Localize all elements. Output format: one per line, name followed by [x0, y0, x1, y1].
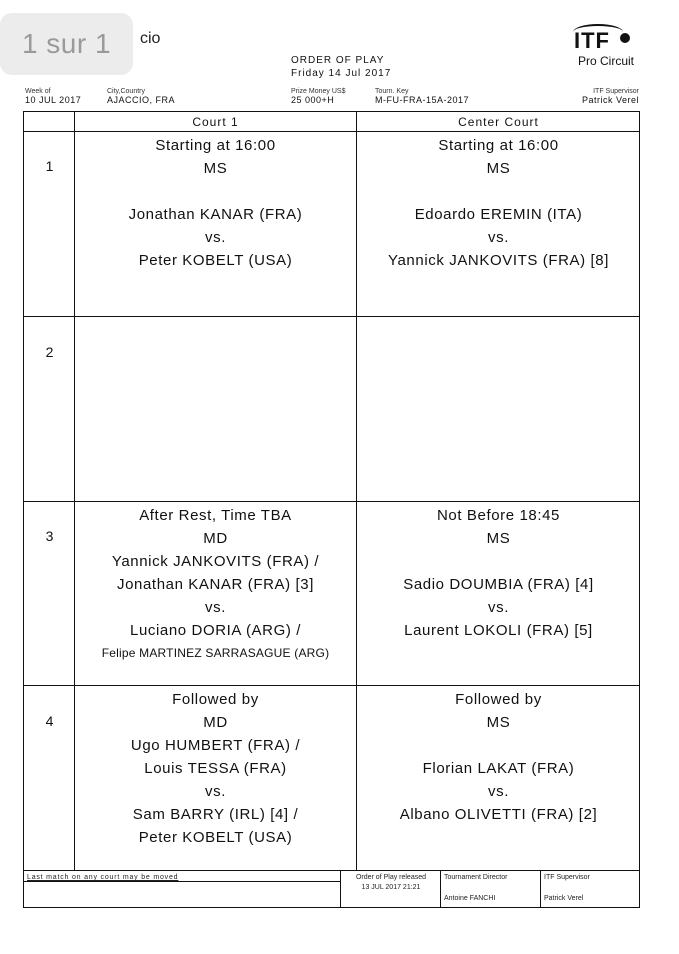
player: Edoardo EREMIN (ITA): [414, 206, 583, 223]
match-time: Followed by: [455, 691, 542, 708]
meta-label: Tourn. Key: [375, 88, 409, 95]
spacer: [358, 550, 639, 573]
meta-value: AJACCIO, FRA: [107, 95, 176, 105]
player: Luciano DORIA (ARG) /: [130, 622, 301, 639]
spacer: [358, 734, 639, 757]
match-cell: [358, 504, 639, 642]
player: Laurent LOKOLI (FRA) [5]: [404, 622, 593, 639]
player: Yannick JANKOVITS (FRA) [8]: [388, 252, 609, 269]
player: Albano OLIVETTI (FRA) [2]: [399, 806, 598, 823]
logo-text: ITF: [574, 28, 610, 53]
versus: vs.: [488, 229, 509, 246]
versus: vs.: [205, 229, 226, 246]
player: Peter KOBELT (USA): [138, 829, 293, 846]
match-time: Not Before 18:45: [436, 507, 560, 524]
versus: vs.: [205, 599, 226, 616]
schedule-grid: [23, 111, 640, 908]
player: Yannick JANKOVITS (FRA) /: [111, 553, 320, 570]
divider: [24, 131, 639, 132]
match-cell: [358, 688, 639, 826]
divider: [24, 685, 639, 686]
match-event: MS: [486, 160, 511, 177]
player: Peter KOBELT (USA): [138, 252, 293, 269]
match-event: MS: [203, 160, 228, 177]
player: Jonathan KANAR (FRA) [3]: [117, 576, 314, 593]
row-number: 3: [45, 528, 54, 544]
match-time: Followed by: [172, 691, 259, 708]
divider: [340, 871, 341, 907]
player: Sam BARRY (IRL) [4] /: [132, 806, 299, 823]
player: Jonathan KANAR (FRA): [128, 206, 303, 223]
match-cell: [75, 688, 356, 849]
meta-week: [25, 88, 81, 105]
released-label: Order of Play released: [355, 874, 427, 881]
divider: [540, 871, 541, 907]
match-event: MD: [203, 530, 228, 547]
footer-note: Last match on any court may be moved: [27, 874, 179, 881]
spacer: [358, 180, 639, 203]
divider: [24, 501, 639, 502]
divider: [356, 112, 357, 871]
match-time: Starting at 16:00: [155, 137, 276, 154]
spacer: [75, 180, 356, 203]
meta-prize-money: [291, 88, 345, 105]
row-number: 1: [45, 158, 54, 174]
meta-tourn-key: [375, 88, 469, 105]
meta-label: Week of: [25, 88, 51, 95]
match-cell: [75, 134, 356, 272]
meta-value: 25 000+H: [291, 95, 335, 105]
meta-value: 10 JUL 2017: [25, 95, 82, 105]
supervisor-label: ITF Supervisor: [544, 874, 590, 881]
meta-value: M-FU-FRA-15A-2017: [375, 95, 470, 105]
divider: [24, 316, 639, 317]
player: Felipe MARTINEZ SARRASAGUE (ARG): [101, 646, 330, 660]
document-title-fragment: cio: [140, 30, 161, 47]
logo-subtitle: Pro Circuit: [578, 54, 635, 68]
player: Louis TESSA (FRA): [144, 760, 287, 777]
divider: [440, 871, 441, 907]
match-time: After Rest, Time TBA: [139, 507, 292, 524]
versus: vs.: [205, 783, 226, 800]
order-of-play-heading: [291, 54, 391, 80]
match-event: MD: [203, 714, 228, 731]
match-event: MS: [486, 714, 511, 731]
player: Ugo HUMBERT (FRA) /: [130, 737, 301, 754]
match-cell: [358, 134, 639, 272]
row-number: 4: [45, 713, 54, 729]
match-event: MS: [486, 530, 511, 547]
versus: vs.: [488, 783, 509, 800]
director-label: Tournament Director: [444, 874, 508, 881]
court-header-center: Center Court: [458, 115, 539, 129]
divider: [24, 881, 340, 882]
meta-value: Patrick Verel: [581, 95, 639, 105]
tennis-ball-icon: [620, 33, 630, 43]
meta-label: Prize Money US$: [291, 88, 346, 95]
page-indicator: 1 sur 1: [0, 13, 133, 75]
player: Sadio DOUMBIA (FRA) [4]: [403, 576, 594, 593]
versus: vs.: [488, 599, 509, 616]
row-number: 2: [45, 344, 54, 360]
match-cell: [75, 504, 356, 665]
director-value: Antoine FANCHI: [444, 895, 496, 902]
supervisor-value: Patrick Verel: [544, 895, 584, 902]
released-value: 13 JUL 2017 21:21: [361, 884, 421, 891]
player: Florian LAKAT (FRA): [422, 760, 575, 777]
meta-label: City,Country: [107, 88, 145, 95]
meta-label: ITF Supervisor: [593, 88, 639, 95]
header-title: ORDER OF PLAY: [291, 55, 385, 66]
court-header-1: Court 1: [192, 115, 239, 129]
divider: [24, 870, 639, 871]
match-time: Starting at 16:00: [438, 137, 559, 154]
meta-city: [107, 88, 175, 105]
meta-supervisor: [582, 88, 639, 105]
header-date: Friday 14 Jul 2017: [291, 68, 392, 79]
itf-logo: [568, 24, 640, 72]
